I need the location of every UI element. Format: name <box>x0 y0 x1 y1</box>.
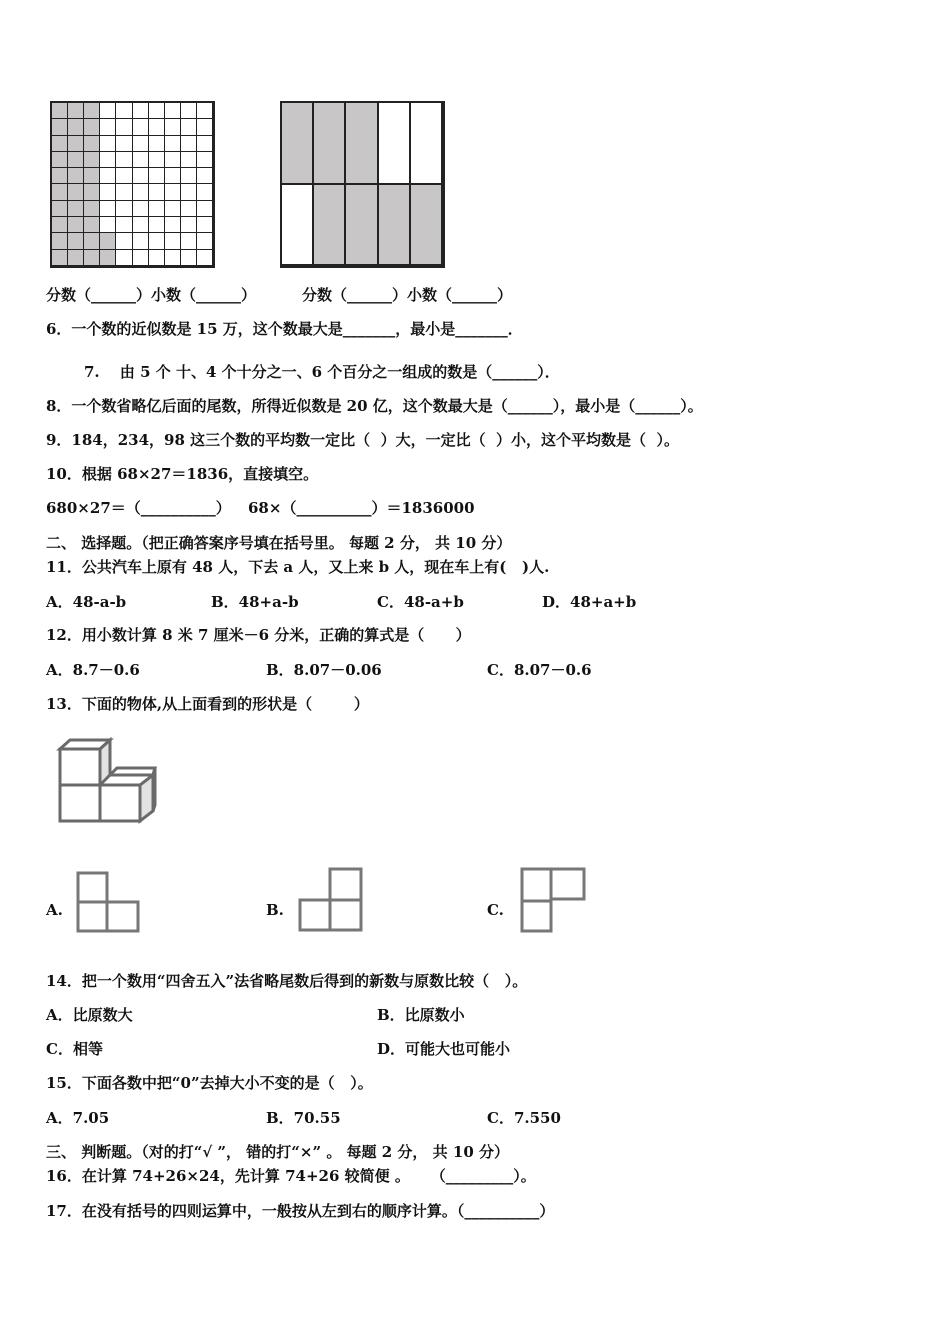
grid-cell <box>116 217 132 233</box>
q14-option-b: B．比原数小 <box>377 1006 465 1024</box>
grid-cell <box>52 217 68 233</box>
q13-option-b-shape <box>297 866 369 934</box>
grid-cell <box>68 250 84 266</box>
grid-cell <box>165 201 181 217</box>
section-3-heading: 三、 判断题。（对的打“√ ”， 错的打“×” 。 每题 2 分， 共 10 分） <box>46 1143 509 1161</box>
grid-cell <box>181 184 197 200</box>
grid-cell <box>133 201 149 217</box>
grid-cell <box>52 152 68 168</box>
grid-cell <box>181 103 197 119</box>
grid-cell <box>197 201 213 217</box>
grid-cell <box>282 103 314 185</box>
grid-cell <box>84 103 100 119</box>
grid-cell <box>181 217 197 233</box>
section-2-heading: 二、 选择题。（把正确答案序号填在括号里。 每题 2 分， 共 10 分） <box>46 534 512 552</box>
grid-cell <box>133 233 149 249</box>
grid-cell <box>68 201 84 217</box>
grid-cell <box>133 136 149 152</box>
grid-cell <box>100 136 116 152</box>
grid-cell <box>84 119 100 135</box>
grid-cell <box>52 136 68 152</box>
grid-cell <box>84 184 100 200</box>
q12-option-b: B．8.07－0.06 <box>266 661 382 679</box>
question-13: 13．下面的物体,从上面看到的形状是（ ） <box>46 695 369 713</box>
question-12: 12．用小数计算 8 米 7 厘米－6 分米，正确的算式是（ ） <box>46 626 471 644</box>
grid-cell <box>411 103 443 185</box>
question-15: 15．下面各数中把“0”去掉大小不变的是（ ）。 <box>46 1074 373 1092</box>
grid-cell <box>411 185 443 267</box>
hundred-grid-figure <box>50 101 215 268</box>
grid-cell <box>165 152 181 168</box>
q12-option-a: A．8.7－0.6 <box>46 661 140 679</box>
grid-cell <box>133 103 149 119</box>
question-11: 11．公共汽车上原有 48 人，下去 a 人，又上来 b 人，现在车上有( )人. <box>46 558 550 576</box>
grid-cell <box>68 233 84 249</box>
grid-cell <box>68 152 84 168</box>
grid-cell <box>181 233 197 249</box>
grid-cell <box>68 184 84 200</box>
grid-cell <box>149 152 165 168</box>
grid-cell <box>149 201 165 217</box>
grid-cell <box>181 250 197 266</box>
grid-cell <box>116 233 132 249</box>
grid-cell <box>149 168 165 184</box>
grid-cell <box>181 136 197 152</box>
grid-cell <box>68 119 84 135</box>
grid-cell <box>52 103 68 119</box>
q13-option-b-label: B. <box>266 901 284 919</box>
grid-cell <box>52 250 68 266</box>
grid-cell <box>68 103 84 119</box>
grid-cell <box>133 217 149 233</box>
question-6: 6．一个数的近似数是 15 万，这个数最大是_______，最小是_______． <box>46 320 523 338</box>
grid-cell <box>197 152 213 168</box>
grid-cell <box>165 217 181 233</box>
question-17: 17．在没有括号的四则运算中，一般按从左到右的顺序计算。（__________） <box>46 1202 555 1220</box>
q14-option-d: D．可能大也可能小 <box>377 1040 511 1058</box>
grid-cell <box>84 168 100 184</box>
grid-cell <box>181 201 197 217</box>
grid-cell <box>52 233 68 249</box>
grid-cell <box>314 103 346 185</box>
ten-part-grid-figure <box>280 101 445 268</box>
q14-option-a: A．比原数大 <box>46 1006 133 1024</box>
grid-cell <box>165 250 181 266</box>
grid-cell <box>100 119 116 135</box>
grid-cell <box>165 233 181 249</box>
grid-cell <box>84 217 100 233</box>
grid-cell <box>68 168 84 184</box>
grid-cell <box>197 136 213 152</box>
question-8: 8．一个数省略亿后面的尾数，所得近似数是 20 亿，这个数最大是（______），最小是（______）。 <box>46 397 703 415</box>
question-7: 7. 由 5 个 十、4 个十分之一、6 个百分之一组成的数是（______）． <box>84 363 560 381</box>
grid-cell <box>116 103 132 119</box>
grid-cell <box>100 233 116 249</box>
grid-cell <box>100 250 116 266</box>
grid-cell <box>116 201 132 217</box>
grid-cell <box>84 250 100 266</box>
grid-cell <box>197 168 213 184</box>
grid-cell <box>181 152 197 168</box>
grid-cell <box>197 233 213 249</box>
grid-cell <box>314 185 346 267</box>
grid-cell <box>68 136 84 152</box>
grid-cell <box>52 184 68 200</box>
grid-cell <box>149 103 165 119</box>
question-10: 10．根据 68×27＝1836，直接填空。 <box>46 465 319 483</box>
grid-cell <box>197 184 213 200</box>
grid-cell <box>165 119 181 135</box>
grid-cell <box>52 168 68 184</box>
grid-cell <box>52 119 68 135</box>
q15-option-c: C．7.550 <box>487 1109 561 1127</box>
grid-cell <box>165 136 181 152</box>
grid-cell <box>149 250 165 266</box>
q5-left-answer: 分数（______）小数（______） <box>46 286 257 304</box>
grid-cell <box>100 201 116 217</box>
q13-option-a-shape <box>75 870 143 934</box>
grid-cell <box>100 184 116 200</box>
question-10-blank-1: 680×27＝（__________） <box>46 499 231 517</box>
grid-cell <box>149 184 165 200</box>
grid-cell <box>149 233 165 249</box>
grid-cell <box>133 250 149 266</box>
grid-cell <box>197 217 213 233</box>
grid-cell <box>282 185 314 267</box>
q5-right-answer: 分数（______）小数（______） <box>302 286 513 304</box>
grid-cell <box>346 185 378 267</box>
q11-option-c: C．48-a+b <box>377 593 464 611</box>
question-16: 16．在计算 74+26×24，先计算 74+26 较简便 。 （_________）。 <box>46 1167 536 1185</box>
q11-option-b: B．48+a-b <box>211 593 299 611</box>
grid-cell <box>149 217 165 233</box>
grid-cell <box>197 103 213 119</box>
grid-cell <box>197 250 213 266</box>
q15-option-a: A．7.05 <box>46 1109 110 1127</box>
grid-cell <box>165 184 181 200</box>
grid-cell <box>100 152 116 168</box>
question-10-blank-2: 68×（__________）＝1836000 <box>248 499 475 517</box>
cubes-3d-figure <box>55 737 161 825</box>
grid-cell <box>379 103 411 185</box>
grid-cell <box>149 136 165 152</box>
q11-option-d: D．48+a+b <box>542 593 637 611</box>
q14-option-c: C．相等 <box>46 1040 103 1058</box>
grid-cell <box>165 168 181 184</box>
grid-cell <box>100 217 116 233</box>
grid-cell <box>116 136 132 152</box>
grid-cell <box>133 184 149 200</box>
grid-cell <box>116 168 132 184</box>
grid-cell <box>181 119 197 135</box>
q13-option-c-shape <box>519 866 589 934</box>
question-9: 9．184，234，98 这三个数的平均数一定比（ ）大，一定比（ ）小，这个平均数是（ ）。 <box>46 431 679 449</box>
grid-cell <box>84 152 100 168</box>
q12-option-c: C．8.07－0.6 <box>487 661 592 679</box>
grid-cell <box>133 119 149 135</box>
grid-cell <box>379 185 411 267</box>
q11-option-a: A．48-a-b <box>46 593 127 611</box>
q15-option-b: B．70.55 <box>266 1109 341 1127</box>
grid-cell <box>100 103 116 119</box>
grid-cell <box>116 119 132 135</box>
grid-cell <box>84 136 100 152</box>
question-14: 14．把一个数用“四舍五入”法省略尾数后得到的新数与原数比较（ ）。 <box>46 972 528 990</box>
grid-cell <box>116 250 132 266</box>
grid-cell <box>133 168 149 184</box>
grid-cell <box>100 168 116 184</box>
grid-cell <box>116 152 132 168</box>
grid-cell <box>165 103 181 119</box>
grid-cell <box>149 119 165 135</box>
grid-cell <box>346 103 378 185</box>
grid-cell <box>52 201 68 217</box>
grid-cell <box>84 201 100 217</box>
q13-option-c-label: C. <box>487 901 504 919</box>
grid-cell <box>116 184 132 200</box>
grid-cell <box>197 119 213 135</box>
grid-cell <box>84 233 100 249</box>
grid-cell <box>68 217 84 233</box>
q13-option-a-label: A. <box>46 901 63 919</box>
grid-cell <box>133 152 149 168</box>
grid-cell <box>181 168 197 184</box>
